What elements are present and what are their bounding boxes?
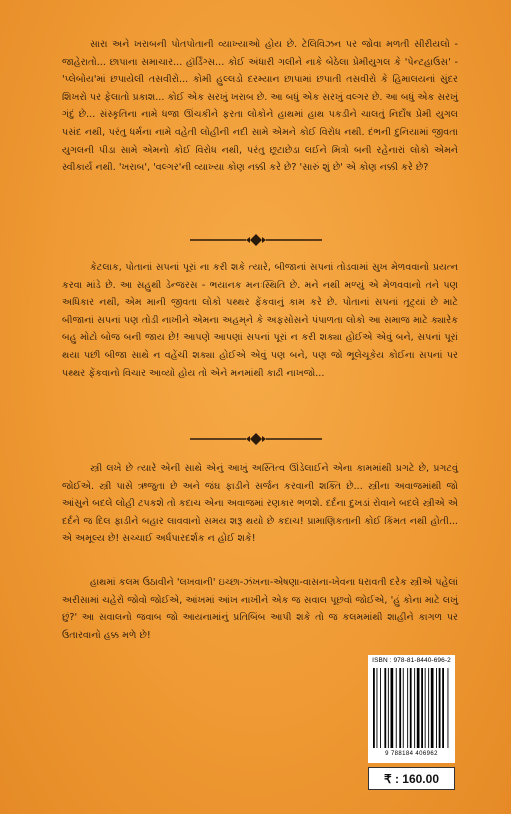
ornament-divider (190, 432, 322, 446)
price-label: ₹ : 160.00 (368, 767, 455, 790)
paragraph-woman-writes: સ્ત્રી લખે છે ત્યારે એની સાથે એનું આખું અસ્તિત્વ ઊંડેલાઈને એના કામમાંથી પ્રગટે છે, પ્રગટવું જોઈએ. સ્ત્રી પાસે ઋજુતા છે અને જંઘ ફાડીને સર્જન કરવાની શક્તિ છે... સ્ત્રીના અવાજમાંથી જો આંસુને બદલે લોહી ટપકશે તો કદાચ એના અવાજમાં રણકાર ભળશે. દર્દના દુખડાં રોવાને બદલે સ્ત્રીએ એ દર્દને જ દિલ ફાડીને બહાર લાવવાનો સમય શરૂ થયો છે કદાચ! પ્રામાણિકતાની કોઈ કિંમત નથી હોતી... એ અમૂલ્ય છે! સચ્ચાઈ અર્ધપારદર્શક ન હોઈ શકે! (62, 463, 458, 545)
barcode-bars (372, 668, 451, 750)
paragraph-intro: સારા અને ખરાબની પોતપોતાની વ્યાખ્યાઓ હોય છે. ટેલિવિઝન પર જોવા મળતી સીરીયલો - જાહેરાતો... છાપાના સમાચાર... હૉર્ડિંગ્સ... કોઈ અંધારી ગલીને નાકે બેઠેલા પ્રેમીયુગલ કે 'પેન્ટહાઉસ' - 'પ્લેબોય'માં છપાયેલી તસવીરો... કોમી હુલ્લડો દરમ્યાન છાપામાં છપાતી તસવીરો કે હિમાલયનાં સુંદર શિખરો પર ફેલાતો પ્રકાશ... કોઈ એક સરખું ખરાબ છે. આ બધું એક સરખું વલ્ગર છે. આ બધું એક સરખું ગંદું છે... સંસ્કૃતિના નામે ધજા ઊંચકીને ફરતા લોકોને હાથમાં હાથ પકડીને ચાલતું નિર્દોષ પ્રેમી યુગલ પસંદ નથી, પરંતુ ધર્મના નામે વહેતી લોહીની નદી સામે એમને કોઈ વિરોધ નથી. દંભની દુનિયામાં જીવતા યુગલની પીડા સામે એમનો કોઈ વિરોધ નથી, પરંતુ છૂટાછેડા લઈને મિત્રો બની રહેનારાં લોકો એમને સ્વીકાર્ય નથી. 'ખરાબ', 'વલ્ગર'ની વ્યાખ્યા કોણ નક્કી કરે છે? 'સારું શું છે' એ કોણ નક્કી કરે છે? (62, 39, 458, 174)
barcode (368, 655, 455, 763)
barcode-number: 9 788184 406962 (385, 751, 438, 757)
isbn-label: ISBN : 978-81-8440-696-2 (372, 657, 451, 664)
ornament-divider (190, 233, 322, 247)
paragraph-pen: હાથમાં કલમ ઉઠાવીને 'લખવાની' ઇચ્છા-ઝંખના-એષણા-વાસના-ખેવના ધરાવતી દરેક સ્ત્રીએ પહેલાં અરીસામાં ચહેરો જોવો જોઈએ, આંખમાં આંખ નાખીને એક જ સવાલ પૂછવો જોઈએ, 'હું કોના માટે લખું છું?' આ સવાલનો જવાબ જો આયનામાંનું પ્રતિબિંબ આપી શકે તો જ કલમમાંથી શાહીને કાગળ પર ઉતારવાનો હક્ક મળે છે! (62, 577, 458, 641)
paragraph-dreams: કેટલાક, પોતાનાં સપનાં પૂરાં ના કરી શકે ત્યારે, બીજાનાં સપનાં તોડવામાં સુખ મેળવવાનો પ્રયત્ન કરવા માંડે છે. આ સહુથી ડેન્જરસ - ભયાનક મનઃસ્થિતિ છે. મને નથી મળ્યું એ મેળવવાનો તને પણ અધિકાર નથી, એમ માની જીવતા લોકો પથ્થર ફેંકવાનું કામ કરે છે. પોતાનાં સપનાં તૂટ્યાં છે માટે બીજાનાં સપનાં પણ તોડી નાખીને એમના અહમ્‌ને કે અફસોસને પંપાળતા લોકો આ સમાજ માટે ક્યારેક બહુ મોટો બોજ બની જાય છે! આપણે આપણાં સપનાં પૂરાં ન કરી શક્યા હોઈએ એવું બને, સપનાં પૂરાં થયા પછી બીજા સાથે ન વહેંચી શક્યા હોઈએ એવું પણ બને, પણ જો ભૂલેચૂકેય કોઈના સપનાં પર પથ્થર ફેંકવાનો વિચાર આવ્યો હોય તો એને મનમાંથી કાઢી નાખજો... (62, 262, 458, 379)
